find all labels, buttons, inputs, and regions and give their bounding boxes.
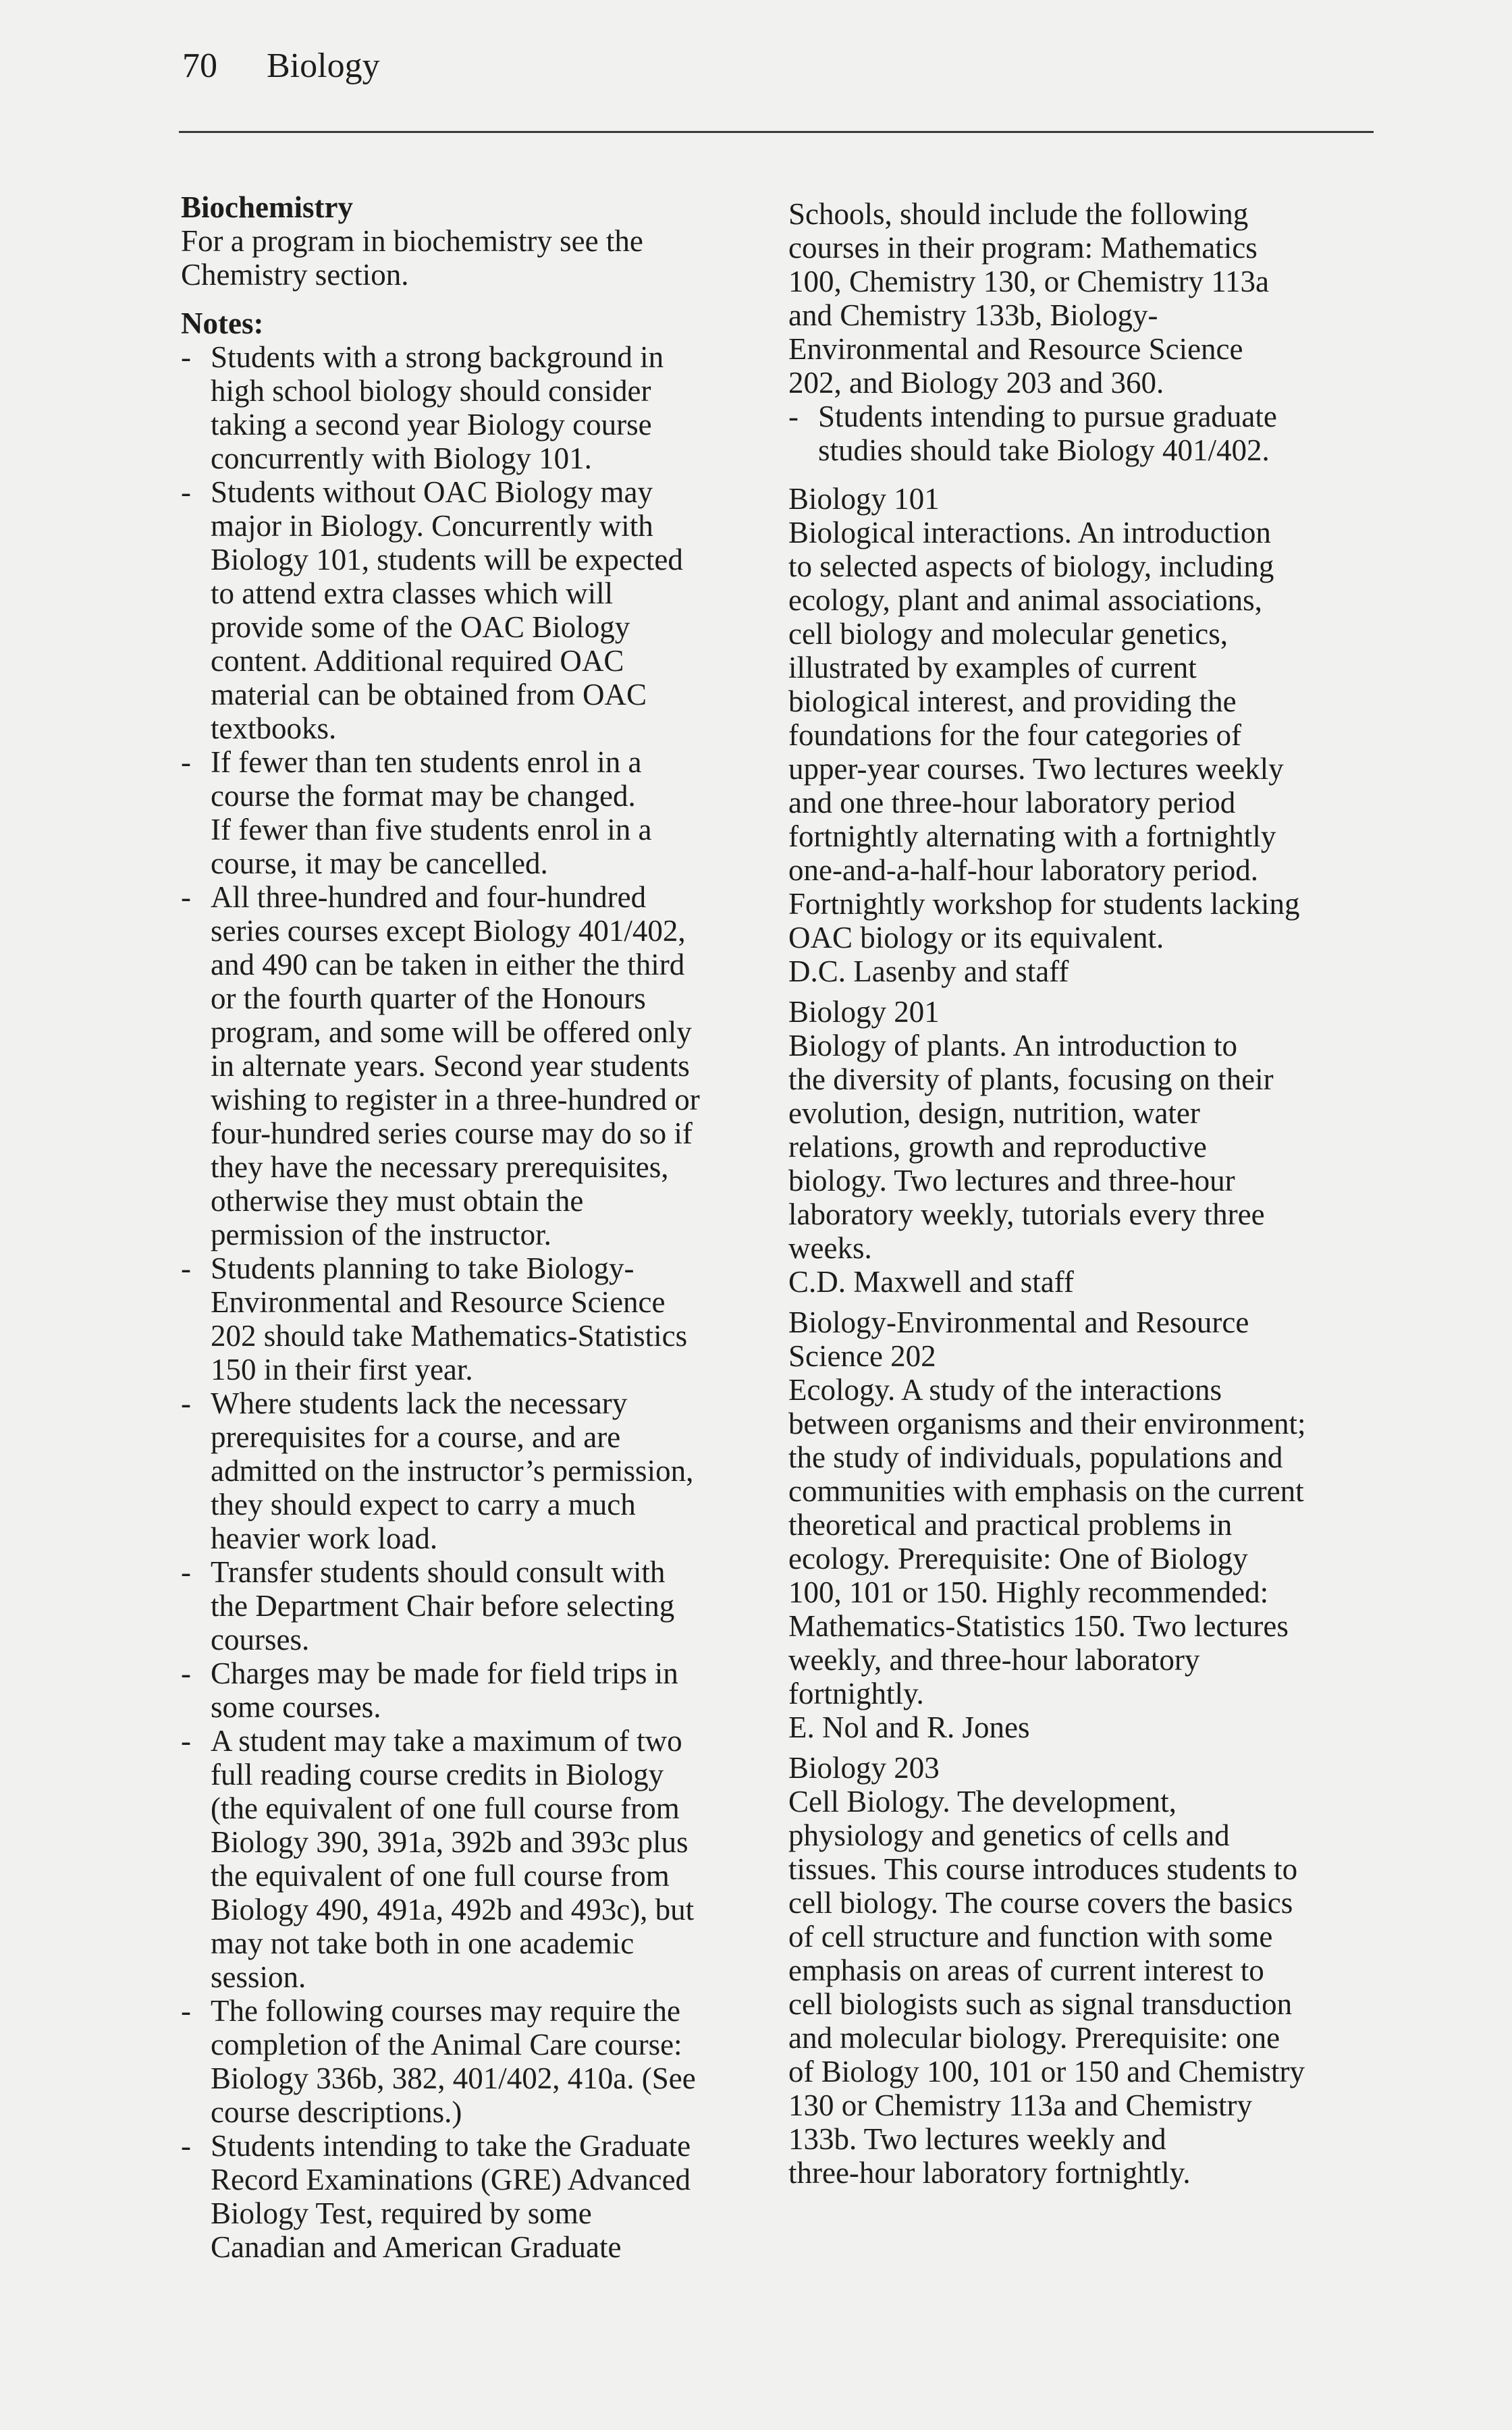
spacer	[788, 1744, 1362, 1751]
note-item	[181, 880, 890, 1251]
text-line: Fortnightly workshop for students lacking	[788, 887, 1300, 921]
text-line: theoretical and practical problems in	[788, 1508, 1233, 1542]
text-line: 133b. Two lectures weekly and	[788, 2122, 1166, 2156]
left-column	[181, 190, 890, 2264]
text-block	[788, 482, 1362, 988]
text-line: material can be obtained from OAC	[211, 678, 647, 711]
text-line: course descriptions.)	[211, 2095, 462, 2129]
text-line: studies should take Biology 401/402.	[818, 433, 1270, 467]
text-line: Record Examinations (GRE) Advanced	[211, 2163, 691, 2196]
text-line: evolution, design, nutrition, water	[788, 1096, 1200, 1130]
text-line: 202, and Biology 203 and 360.	[788, 366, 1164, 400]
bullet-dash: -	[181, 475, 191, 509]
text-line: and one three-hour laboratory period	[788, 786, 1236, 819]
text-line: provide some of the OAC Biology	[211, 610, 630, 644]
text-line: Biology 490, 491a, 492b and 493c), but	[211, 1893, 695, 1926]
text-line: C.D. Maxwell and staff	[788, 1265, 1074, 1299]
text-line-content: Where students lack the necessary	[211, 1386, 628, 1420]
note-item	[181, 1555, 890, 1656]
page-header	[182, 39, 380, 93]
text-line: four-hundred series course may do so if	[211, 1116, 693, 1150]
right-column	[788, 197, 1362, 2190]
text-line: to attend extra classes which will	[211, 576, 614, 610]
text-line: Environmental and Resource Science	[788, 332, 1243, 366]
text-line: course the format may be changed.	[211, 779, 636, 813]
text-line: illustrated by examples of current	[788, 651, 1197, 684]
text-line: they have the necessary prerequisites,	[211, 1150, 669, 1184]
text-line: Biology 101	[788, 482, 940, 516]
text-line: concurrently with Biology 101.	[211, 441, 592, 475]
text-line: one-and-a-half-hour laboratory period.	[788, 853, 1258, 887]
text-line: physiology and genetics of cells and	[788, 1818, 1230, 1852]
header-rule	[179, 131, 1374, 133]
text-line: session.	[211, 1960, 306, 1994]
text-line	[181, 1656, 890, 1690]
note-item	[181, 475, 890, 745]
text-line: biological interest, and providing the	[788, 684, 1237, 718]
text-line: ecology. Prerequisite: One of Biology	[788, 1542, 1248, 1575]
note-item	[181, 1994, 890, 2129]
text-line: between organisms and their environment;	[788, 1407, 1306, 1440]
text-line: Biology Test, required by some	[211, 2196, 592, 2230]
text-line: Biology-Environmental and Resource	[788, 1305, 1249, 1339]
bullet-dash: -	[181, 1656, 191, 1690]
text-line: Canadian and American Graduate	[211, 2230, 622, 2264]
text-line: they should expect to carry a much	[211, 1488, 636, 1521]
text-line: courses.	[211, 1623, 310, 1656]
text-line: laboratory weekly, tutorials every three	[788, 1197, 1265, 1231]
text-line: Ecology. A study of the interactions	[788, 1373, 1222, 1407]
text-line: and molecular biology. Prerequisite: one	[788, 2021, 1280, 2055]
text-line: weeks.	[788, 1231, 872, 1265]
text-line: Biology 390, 391a, 392b and 393c plus	[211, 1825, 688, 1859]
text-block	[788, 197, 1362, 400]
text-line	[181, 340, 890, 374]
text-line: Biology of plants. An introduction to	[788, 1029, 1237, 1062]
text-line: cell biologists such as signal transduction	[788, 1987, 1293, 2021]
text-line	[181, 1555, 890, 1589]
note-item	[788, 400, 1362, 467]
text-line: ecology, plant and animal associations,	[788, 583, 1262, 617]
text-line: Schools, should include the following	[788, 197, 1249, 231]
page-section-title: Biology	[267, 47, 380, 85]
text-line: D.C. Lasenby and staff	[788, 954, 1069, 988]
spacer	[181, 292, 890, 306]
text-line: Environmental and Resource Science	[211, 1285, 666, 1319]
spacer	[788, 988, 1362, 995]
text-line: weekly, and three-hour laboratory	[788, 1643, 1200, 1677]
text-line: completion of the Animal Care course:	[211, 2028, 682, 2061]
text-line	[181, 880, 890, 914]
text-line: foundations for the four categories of	[788, 718, 1242, 752]
note-item	[181, 1386, 890, 1555]
text-line: upper-year courses. Two lectures weekly	[788, 752, 1284, 786]
bullet-dash: -	[181, 1724, 191, 1758]
bullet-dash: -	[181, 2129, 191, 2163]
text-line: content. Additional required OAC	[211, 644, 624, 678]
text-line: emphasis on areas of current interest to	[788, 1953, 1264, 1987]
note-item	[181, 1656, 890, 1724]
text-line: the equivalent of one full course from	[211, 1859, 670, 1893]
text-line: 100, 101 or 150. Highly recommended:	[788, 1575, 1269, 1609]
text-line: For a program in biochemistry see the	[181, 224, 643, 258]
text-line: Chemistry section.	[181, 258, 409, 292]
text-line: Science 202	[788, 1339, 936, 1373]
text-line-content: All three-hundred and four-hundred	[211, 880, 647, 914]
text-line: or the fourth quarter of the Honours	[211, 981, 646, 1015]
text-line: cell biology. The course covers the basics	[788, 1886, 1293, 1920]
text-line: Cell Biology. The development,	[788, 1785, 1177, 1818]
bullet-dash: -	[181, 1555, 191, 1589]
bullet-dash: -	[181, 880, 191, 914]
note-item	[181, 745, 890, 880]
text-line	[181, 2129, 890, 2163]
spacer	[788, 467, 1362, 482]
text-line: major in Biology. Concurrently with	[211, 509, 653, 543]
text-line: wishing to register in a three-hundred or	[211, 1083, 700, 1116]
text-line: communities with emphasis on the current	[788, 1474, 1304, 1508]
text-line-content: A student may take a maximum of two	[211, 1724, 682, 1758]
bullet-dash: -	[181, 1251, 191, 1285]
text-block	[788, 1751, 1362, 2190]
text-line: permission of the instructor.	[211, 1218, 551, 1251]
text-line: high school biology should consider	[211, 374, 651, 408]
text-line	[181, 745, 890, 779]
text-line: program, and some will be offered only	[211, 1015, 692, 1049]
text-line-content: Charges may be made for field trips in	[211, 1656, 678, 1690]
text-line	[181, 1251, 890, 1285]
text-line: heavier work load.	[211, 1521, 438, 1555]
text-line: Mathematics-Statistics 150. Two lectures	[788, 1609, 1289, 1643]
section-heading: Notes:	[181, 306, 264, 340]
text-line: Biology 203	[788, 1751, 940, 1785]
text-line: 150 in their first year.	[211, 1353, 473, 1386]
text-line	[788, 400, 1362, 433]
note-item	[181, 340, 890, 475]
text-line: OAC biology or its equivalent.	[788, 921, 1164, 954]
text-line	[181, 475, 890, 509]
bullet-dash: -	[181, 340, 191, 374]
text-line: 130 or Chemistry 113a and Chemistry	[788, 2088, 1252, 2122]
text-line: to selected aspects of biology, including	[788, 549, 1274, 583]
text-line: full reading course credits in Biology	[211, 1758, 664, 1791]
text-line: and Chemistry 133b, Biology-	[788, 298, 1158, 332]
text-line: Biology 336b, 382, 401/402, 410a. (See	[211, 2061, 696, 2095]
text-line	[181, 1386, 890, 1420]
text-line-content: Students without OAC Biology may	[211, 475, 653, 509]
bullet-dash: -	[181, 745, 191, 779]
text-line: some courses.	[211, 1690, 381, 1724]
text-line-content: Students intending to pursue graduate	[818, 400, 1277, 433]
text-line-content: The following courses may require the	[211, 1994, 681, 2028]
text-line-content: If fewer than ten students enrol in a	[211, 745, 642, 779]
text-line: courses in their program: Mathematics	[788, 231, 1258, 265]
text-line	[181, 1724, 890, 1758]
text-line: Biology 101, students will be expected	[211, 543, 683, 576]
text-line: E. Nol and R. Jones	[788, 1710, 1030, 1744]
text-line: the Department Chair before selecting	[211, 1589, 675, 1623]
note-item	[181, 2129, 890, 2264]
note-item	[181, 1251, 890, 1386]
bullet-dash: -	[181, 1994, 191, 2028]
text-line: the diversity of plants, focusing on their	[788, 1062, 1274, 1096]
text-line: course, it may be cancelled.	[211, 846, 548, 880]
bullet-dash: -	[788, 400, 799, 433]
text-line: textbooks.	[211, 711, 337, 745]
text-line: Biology 201	[788, 995, 940, 1029]
text-line: prerequisites for a course, and are	[211, 1420, 621, 1454]
text-block	[788, 995, 1362, 1299]
text-line: fortnightly.	[788, 1677, 924, 1710]
text-line: relations, growth and reproductive	[788, 1130, 1207, 1164]
page-number: 70	[182, 47, 217, 85]
section-heading: Biochemistry	[181, 190, 353, 224]
text-line: and 490 can be taken in either the third	[211, 948, 685, 981]
text-line: Biological interactions. An introduction	[788, 516, 1271, 549]
spacer	[788, 1299, 1362, 1305]
text-line-content: Students planning to take Biology-	[211, 1251, 634, 1285]
text-line: may not take both in one academic	[211, 1926, 634, 1960]
text-line: of Biology 100, 101 or 150 and Chemistry	[788, 2055, 1305, 2088]
text-line: biology. Two lectures and three-hour	[788, 1164, 1235, 1197]
text-line: admitted on the instructor’s permission,	[211, 1454, 694, 1488]
text-line	[181, 1994, 890, 2028]
text-line: three-hour laboratory fortnightly.	[788, 2156, 1191, 2190]
text-line-content: Students with a strong background in	[211, 340, 664, 374]
text-line: the study of individuals, populations and	[788, 1440, 1283, 1474]
text-line: taking a second year Biology course	[211, 408, 652, 441]
text-line: fortnightly alternating with a fortnightly	[788, 819, 1276, 853]
note-item	[181, 1724, 890, 1994]
text-line: If fewer than five students enrol in a	[211, 813, 652, 846]
text-block	[181, 224, 890, 292]
text-line: series courses except Biology 401/402,	[211, 914, 686, 948]
text-line: (the equivalent of one full course from	[211, 1791, 680, 1825]
text-line: in alternate years. Second year students	[211, 1049, 690, 1083]
text-line: of cell structure and function with some	[788, 1920, 1273, 1953]
text-line: 100, Chemistry 130, or Chemistry 113a	[788, 265, 1270, 298]
text-line: tissues. This course introduces students to	[788, 1852, 1298, 1886]
text-line: 202 should take Mathematics-Statistics	[211, 1319, 688, 1353]
text-line-content: Transfer students should consult with	[211, 1555, 666, 1589]
text-line-content: Students intending to take the Graduate	[211, 2129, 691, 2163]
text-block	[788, 1305, 1362, 1744]
text-line: otherwise they must obtain the	[211, 1184, 584, 1218]
bullet-dash: -	[181, 1386, 191, 1420]
text-line: cell biology and molecular genetics,	[788, 617, 1228, 651]
